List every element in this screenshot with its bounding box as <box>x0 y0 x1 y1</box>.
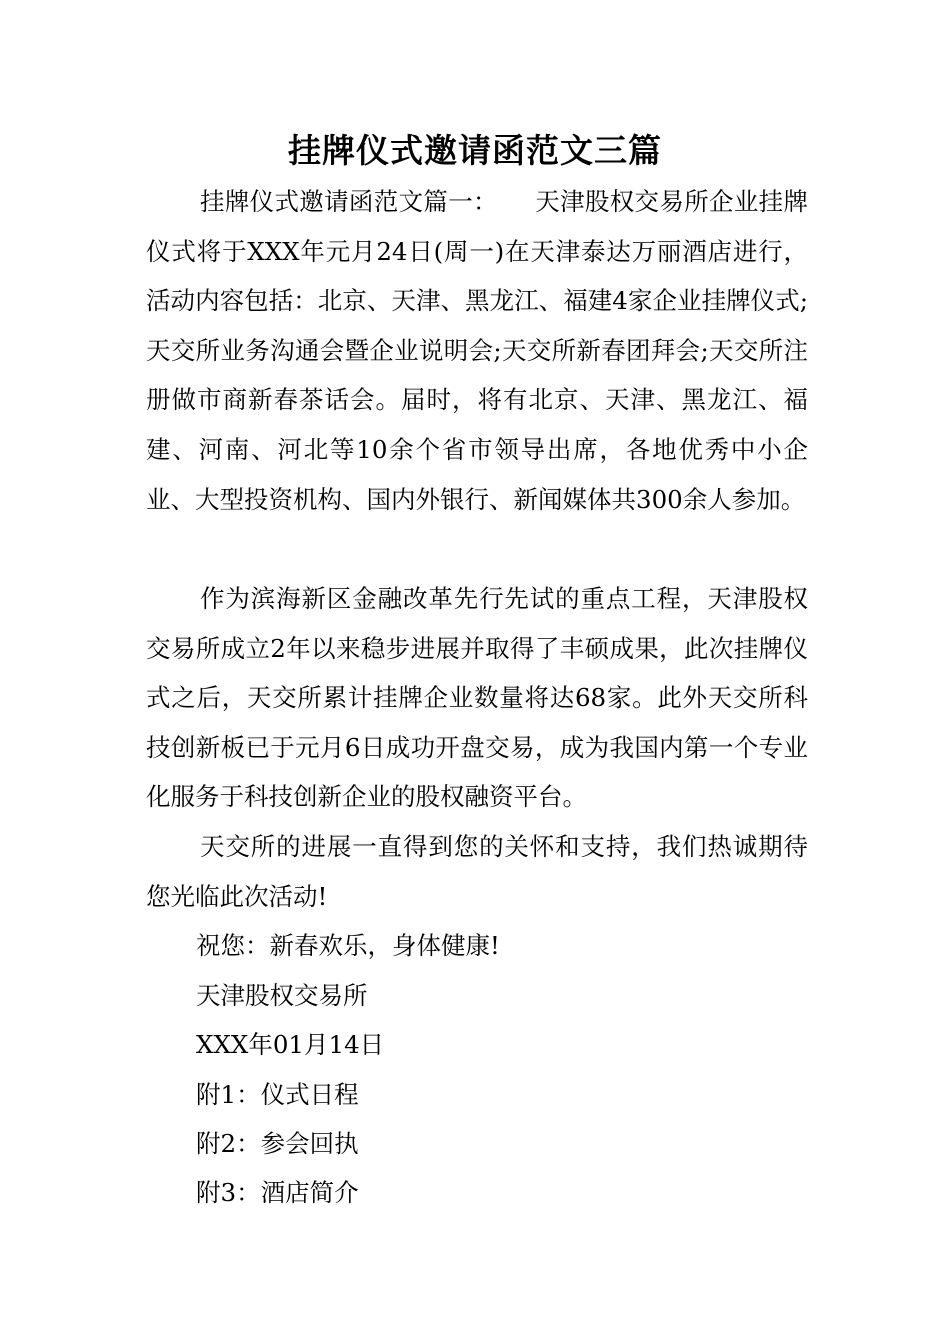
letter-date: XXX年01月14日 <box>196 1030 385 1059</box>
document-title: 挂牌仪式邀请函范文三篇 <box>288 131 662 170</box>
paragraph-1: 挂牌仪式邀请函范文篇一： 天津股权交易所企业挂牌仪式将于XXX年元月24日(周一)在天津泰达万丽酒店进行，活动内容包括：北京、天津、黑龙江、福建4家企业挂牌仪式;天交所业务沟通会暨企业说明会;天交所新春团拜会;天交所注册做市商新春茶话会。届时，将有北京、天津、黑龙江、福建、河南、河北等10余个省市领导出席，各地优秀中小企业、大型投资机构、国内外银行、新闻媒体共300余人参加。 <box>146 187 808 514</box>
attachment-2: 附2：参会回执 <box>196 1129 359 1158</box>
paragraph-2: 作为滨海新区金融改革先行先试的重点工程，天津股权交易所成立2年以来稳步进展并取得了丰硕成果，此次挂牌仪式之后，天交所累计挂牌企业数量将达68家。此外天交所科技创新板已于元月6日成功开盘交易，成为我国内第一个专业化服务于科技创新企业的股权融资平台。 <box>146 584 808 812</box>
greeting-line: 祝您：新春欢乐，身体健康! <box>196 931 500 960</box>
attachment-1: 附1：仪式日程 <box>196 1080 359 1109</box>
paragraph-3: 天交所的进展一直得到您的关怀和支持，我们热诚期待您光临此次活动! <box>146 832 808 911</box>
attachment-3: 附3：酒店简介 <box>196 1178 359 1207</box>
sender-name: 天津股权交易所 <box>196 981 368 1010</box>
